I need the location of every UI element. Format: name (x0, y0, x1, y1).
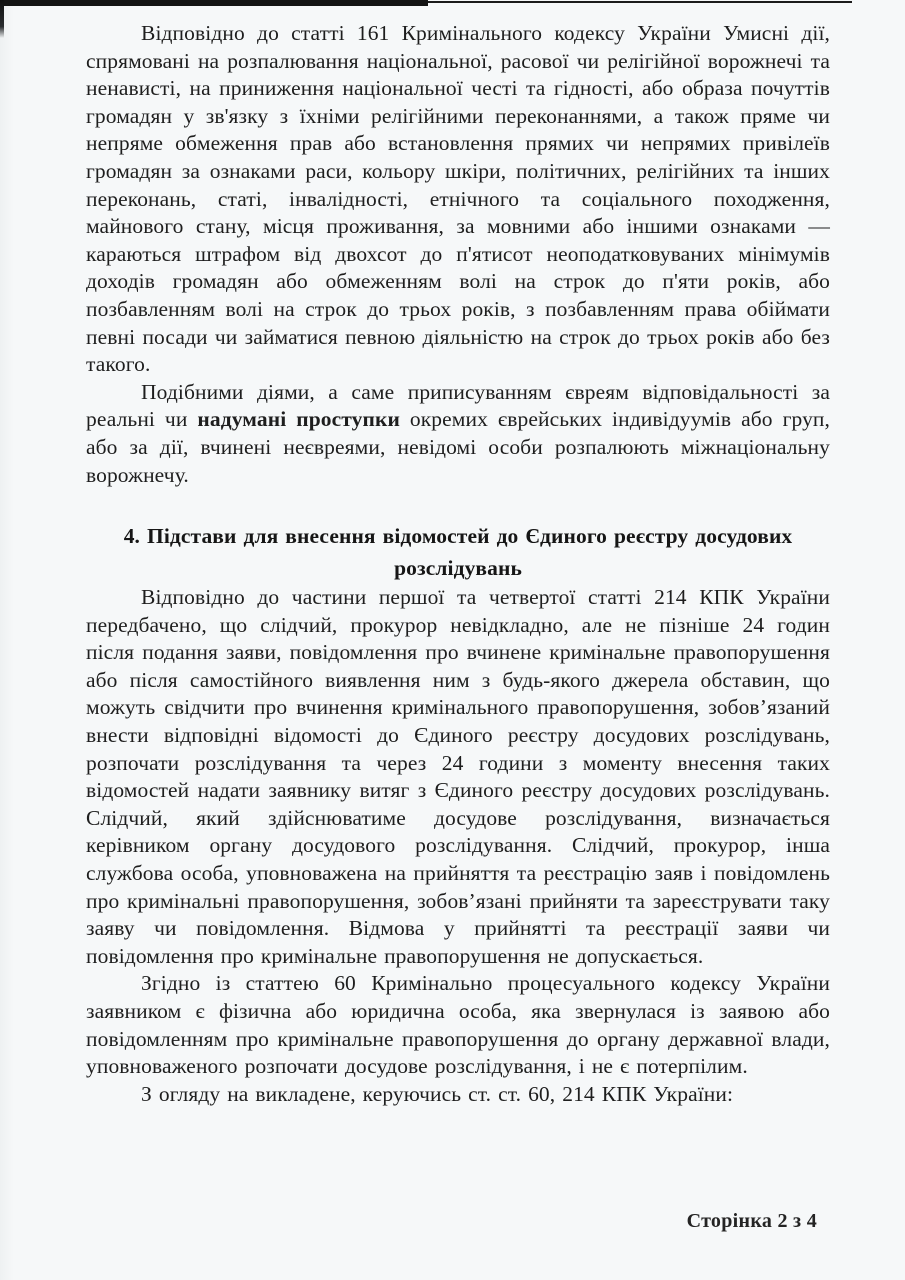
paragraph-accusation-text-end: окремих єврейських індивідуумів або груп, або за дії, вчинені неєвреями, невідомі особи розпалюють міжнаціональну ворожнечу. (86, 407, 831, 487)
document-body (86, 20, 830, 1108)
paragraph-accusation (86, 379, 830, 489)
section-4-heading: 4. Підстави для внесення відомостей до Єдиного реєстру досудових розслідувань (123, 524, 793, 581)
paragraph-accusation-bold-phrase: надумані проступки (197, 407, 400, 432)
paragraph-article-161-text: Відповідно до статті 161 Кримінального кодексу України Умисні дії, спрямовані на розпалювання національної, расової чи релігійної ворожнечі та ненависті, на приниження національної честі та гідності, або образа почуттів громадян у зв'язку з їхніми релігійними переконаннями, а також пряме чи непряме обмеження прав або встановлення прямих чи непрямих привілеїв громадян за ознаками раси, кольору шкіри, політичних, релігійних та інших переконань, статі, інвалідності, етнічного та соціального походження, майнового стану, місця проживання, за мовними або іншими ознаками — караються штрафом від двохсот до п'ятисот неоподатковуваних мінімумів доходів громадян або обмеженням волі на строк до п'яти років, або позбавленням волі на строк до трьох років, з позбавленням права обіймати певні посади чи займатися певною діяльністю на строк до трьох років або без такого. (86, 21, 830, 377)
paragraph-article-214-text: Відповідно до частини першої та четвертої статті 214 КПК України передбачено, що слідчий, прокурор невідкладно, але не пізніше 24 годин після подання заяви, повідомлення про вчинене кримінальне правопорушення або після самостійного виявлення ним з будь-якого джерела обставин, що можуть свідчити про вчинення кримінального правопорушення, зобов’язаний внести відповідні відомості до Єдиного реєстру досудових розслідувань, розпочати розслідування та через 24 години з моменту внесення таких відомостей надати заявнику витяг з Єдиного реєстру досудових розслідувань. Слідчий, який здійснюватиме досудове розслідування, визначається керівником органу досудового розслідування. Слідчий, прокурор, інша службова особа, уповноважена на прийняття та реєстрацію заяв і повідомлень про кримінальні правопорушення, зобов’язані прийняти та зареєструвати таку заяву чи повідомлення. Відмова у прийнятті та реєстрації заяви чи повідомлення про кримінальне правопорушення не допускається. (86, 585, 830, 968)
paragraph-accusation-text-start: Подібними діями, а саме приписуванням євреям відповідальності за реальні чи (86, 379, 830, 432)
scan-artifact-top-edge (0, 0, 852, 6)
paragraph-conclusion (86, 1081, 830, 1109)
page-number-footer: Сторінка 2 з 4 (686, 1210, 817, 1232)
paragraph-article-214 (86, 584, 830, 970)
paragraph-article-60-text: Згідно із статтею 60 Кримінально процесуального кодексу України заявником є фізична або юридична особа, яка звернулася із заявою або повідомленням про кримінальне правопорушення до органу державної влади, уповноваженого розпочати досудове розслідування, і не є потерпілим. (86, 971, 830, 1079)
paragraph-article-60 (86, 970, 830, 1080)
paragraph-article-161 (86, 20, 830, 379)
paragraph-conclusion-text: З огляду на викладене, керуючись ст. ст. 60, 214 КПК України: (141, 1081, 734, 1106)
scan-artifact-left-corner (0, 0, 4, 38)
